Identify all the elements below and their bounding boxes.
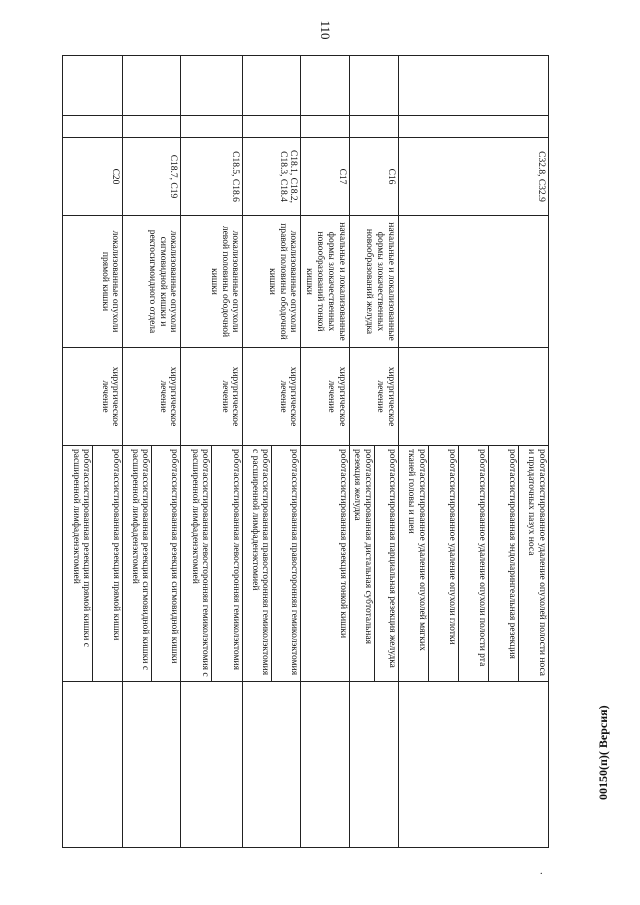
treatment-type-cell: хирургическое лечение bbox=[243, 348, 301, 446]
blank-cell bbox=[123, 682, 181, 848]
treatment-type-cell: хирургическое лечение bbox=[123, 348, 181, 446]
diagnosis-code-cell: C32.8, C32.9 bbox=[399, 138, 549, 216]
diagnosis-code-cell: C16 bbox=[350, 138, 399, 216]
procedure-cell: роботассистированная парциальная резекция желудка bbox=[375, 446, 399, 682]
table-row bbox=[93, 56, 123, 848]
diagnosis-cell: локализованные опухоли прямой кишки bbox=[63, 216, 123, 348]
diagnosis-cell: локализованные опухоли сигмовидной кишки и ректосигмоидного отдела bbox=[123, 216, 181, 348]
diagnosis-cell: локализованные опухоли левой половины ободочной кишки bbox=[181, 216, 243, 348]
blank-cell bbox=[243, 116, 301, 138]
table-row bbox=[152, 56, 181, 848]
procedure-cell: роботассистированная резекция тонкой кишки bbox=[301, 446, 350, 682]
diagnosis-cell bbox=[399, 216, 549, 348]
treatment-type-cell: хирургическое лечение bbox=[63, 348, 123, 446]
procedure-cell: роботассистированное удаление опухоли полости рта bbox=[459, 446, 489, 682]
blank-cell bbox=[63, 56, 123, 116]
diagnosis-code-cell: C18.5, C18.6 bbox=[181, 138, 243, 216]
procedure-cell: роботассистированная резекция прямой кишки bbox=[93, 446, 123, 682]
procedure-cell: роботассистированная левосторонняя гемиколэктомия с расширенной лимфаденэктомией bbox=[181, 446, 212, 682]
procedure-cell: роботассистированное удаление опухоли глотки bbox=[429, 446, 459, 682]
blank-cell bbox=[243, 682, 301, 848]
table-row bbox=[212, 56, 243, 848]
blank-cell bbox=[63, 116, 123, 138]
blank-cell bbox=[399, 116, 549, 138]
blank-cell bbox=[301, 56, 350, 116]
blank-cell bbox=[399, 682, 549, 848]
blank-cell bbox=[350, 116, 399, 138]
blank-cell bbox=[181, 682, 243, 848]
blank-cell bbox=[243, 56, 301, 116]
table-row bbox=[301, 56, 350, 848]
treatment-type-cell: хирургическое лечение bbox=[350, 348, 399, 446]
procedure-cell: роботассистированная резекция сигмовидной кишки bbox=[152, 446, 181, 682]
rotated-table-frame bbox=[67, 55, 549, 847]
blank-cell bbox=[350, 56, 399, 116]
treatment-type-cell: хирургическое лечение bbox=[301, 348, 350, 446]
diagnosis-code-cell: C18.7, C19 bbox=[123, 138, 181, 216]
procedure-cell: роботассистированная резекция сигмовидной кишки с расширенной лимфаденэктомией bbox=[123, 446, 152, 682]
procedure-cell: роботассистированная правосторонняя гемиколэктомия bbox=[272, 446, 301, 682]
procedure-cell: роботассистированная дистальная субтотальная резекция желудка bbox=[350, 446, 375, 682]
procedure-cell: роботассистированная левосторонняя гемиколэктомия bbox=[212, 446, 243, 682]
blank-cell bbox=[123, 56, 181, 116]
diagnosis-cell: локализованные опухоли правой половины ободочной кишки bbox=[243, 216, 301, 348]
blank-cell bbox=[301, 116, 350, 138]
blank-cell bbox=[399, 56, 549, 116]
procedure-cell: роботассистированное удаление опухолей мягких тканей головы и шеи bbox=[399, 446, 429, 682]
diagnosis-cell: начальные и локализованные формы злокачественных новообразований желудка bbox=[350, 216, 399, 348]
blank-cell bbox=[350, 682, 399, 848]
treatment-type-cell: хирургическое лечение bbox=[181, 348, 243, 446]
diagnosis-code-cell: C18.1, C18.2, C18.3, C18.4 bbox=[243, 138, 301, 216]
blank-cell bbox=[301, 682, 350, 848]
diagnosis-cell: начальные и локализованные формы злокачественных новообразований тонкой кишки bbox=[301, 216, 350, 348]
blank-cell bbox=[63, 682, 123, 848]
table-row bbox=[519, 56, 549, 848]
footer-version-label: 00150(п)( Версия) bbox=[596, 705, 610, 800]
blank-cell bbox=[123, 116, 181, 138]
procedure-cell: роботассистированная правосторонняя гемиколэктомия с расширенной лимфаденэктомией bbox=[243, 446, 272, 682]
treatment-type-cell bbox=[399, 348, 549, 446]
blank-cell bbox=[181, 116, 243, 138]
table-row bbox=[272, 56, 301, 848]
procedure-cell: роботассистированное удаление опухолей полости носа и придаточных пазух носа bbox=[519, 446, 549, 682]
diagnosis-code-cell: C20 bbox=[63, 138, 123, 216]
procedure-cell: роботассистированная эндоларингеальная резекция bbox=[489, 446, 519, 682]
procedure-cell: роботассистированная резекция прямой кишки с расширенной лимфаденэктомией bbox=[63, 446, 93, 682]
procedures-table bbox=[62, 55, 549, 848]
scan-mark: . bbox=[540, 866, 543, 877]
diagnosis-code-cell: C17 bbox=[301, 138, 350, 216]
table-row bbox=[375, 56, 399, 848]
blank-cell bbox=[181, 56, 243, 116]
page-number: 110 bbox=[318, 20, 333, 40]
